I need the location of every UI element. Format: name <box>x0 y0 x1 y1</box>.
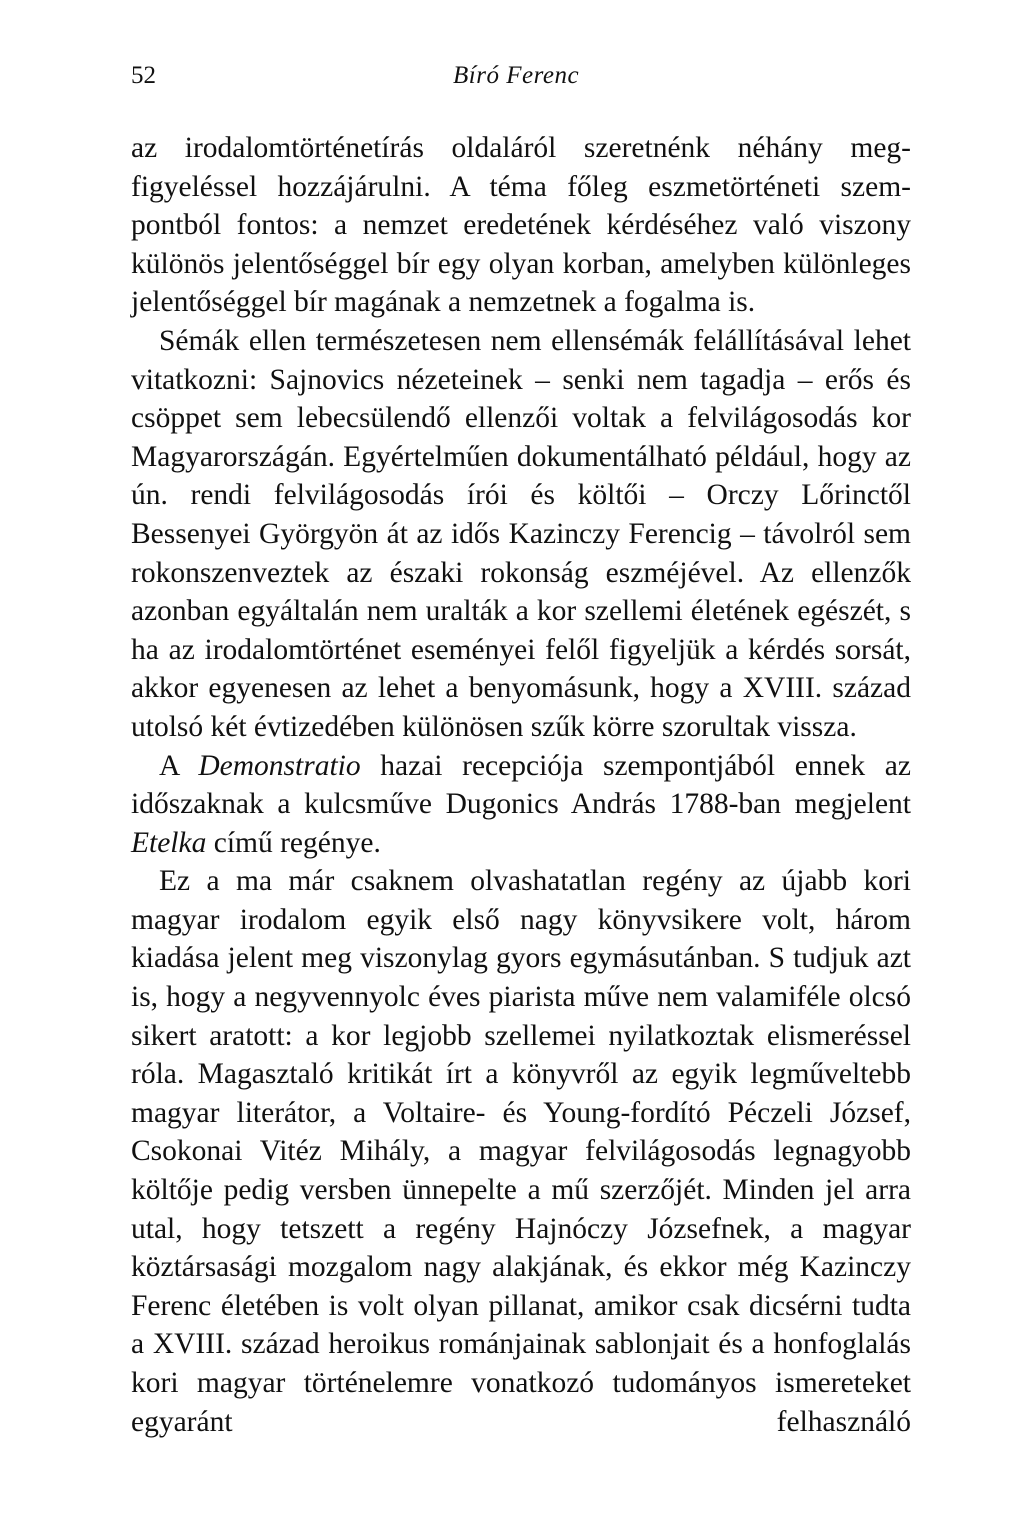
paragraph-2: Sémák ellen természetesen nem ellensémák felállításával lehet vitatkozni: Sajnovics nézeteinek – senki nem tagadja – erős és csöppet sem lebecsülendő ellenzői voltak a felvilágosodás kor Magyarországán. Egyértelműen dokumentálható például, hogy az ún. rendi felvilágosodás írói és költői – Orczy Lőrinctől Bessenyei Györgyön át az idős Kazinczy Ferencig – távolról sem rokonszenveztek az északi rokonság eszméjével. Az ellenzők azonban egyáltalán nem uralták a kor szellemi életének egészét, s ha az irodalomtörténet eseményei felől figyeljük a kérdés sorsát, akkor egyenesen az lehet a benyomásunk, hogy a XVIII. század utolsó két évtizedében különösen szűk körre szorultak vissza. <box>131 324 911 743</box>
paragraph-3 <box>131 747 911 863</box>
paragraph-1: az irodalomtörténetírás oldaláról szeretnénk néhány megfigyeléssel hozzájárulni. A téma főleg eszmetörténeti szempontból fontos: a nemzet eredetének kérdéséhez való viszony különös jelentőséggel bír egy olyan korban, amelyben különleges jelentőséggel bír magának a nemzetnek a fogalma is. <box>131 132 911 319</box>
work-title-demonstratio: Demonstratio <box>198 749 361 782</box>
work-title-etelka: Etelka <box>131 826 207 859</box>
paragraph-3-middle: hazai recepciója szempontjából ennek az időszaknak a kulcsműve Dugonics András 1788-ban megjelent <box>131 749 911 821</box>
paragraph-4: Ez a ma már csaknem olvashatatlan regény az újabb kori magyar irodalom egyik első nagy könyvsikere volt, három kiadása jelent meg viszonylag gyors egymásutánban. S tudjuk azt is, hogy a negyvennyolc éves piarista műve nem valamiféle olcsó sikert aratott: a kor legjobb szellemei nyilatkoztak elismeréssel róla. Magasztaló kritikát írt a könyvről az egyik legműveltebb magyar literátor, a Voltaire- és Young-fordító Péczeli József, Csokonai Vitéz Mihály, a magyar felvilágosodás legnagyobb költője pedig versben ünnepelte a mű szerzőjét. Minden jel arra utal, hogy tetszett a regény Hajnóczy Józsefnek, a magyar köztársasági mozgalom nagy alakjának, és ekkor még Kazinczy Ferenc életében is volt olyan pillanat, amikor csak dicsérni tudta a XVIII. század heroikus románjainak sablonjait és a honfoglalás kori magyar történelemre vonatkozó tudományos ismereteket egyaránt felhasználó <box>131 865 911 1438</box>
running-head <box>131 56 911 96</box>
paragraph-3-after: című regénye. <box>206 826 381 859</box>
running-title: Bíró Ferenc <box>453 62 580 89</box>
body-text <box>131 129 911 1441</box>
paragraph-3-before: A <box>159 749 199 782</box>
page-number: 52 <box>131 62 156 89</box>
book-page <box>131 56 911 1441</box>
